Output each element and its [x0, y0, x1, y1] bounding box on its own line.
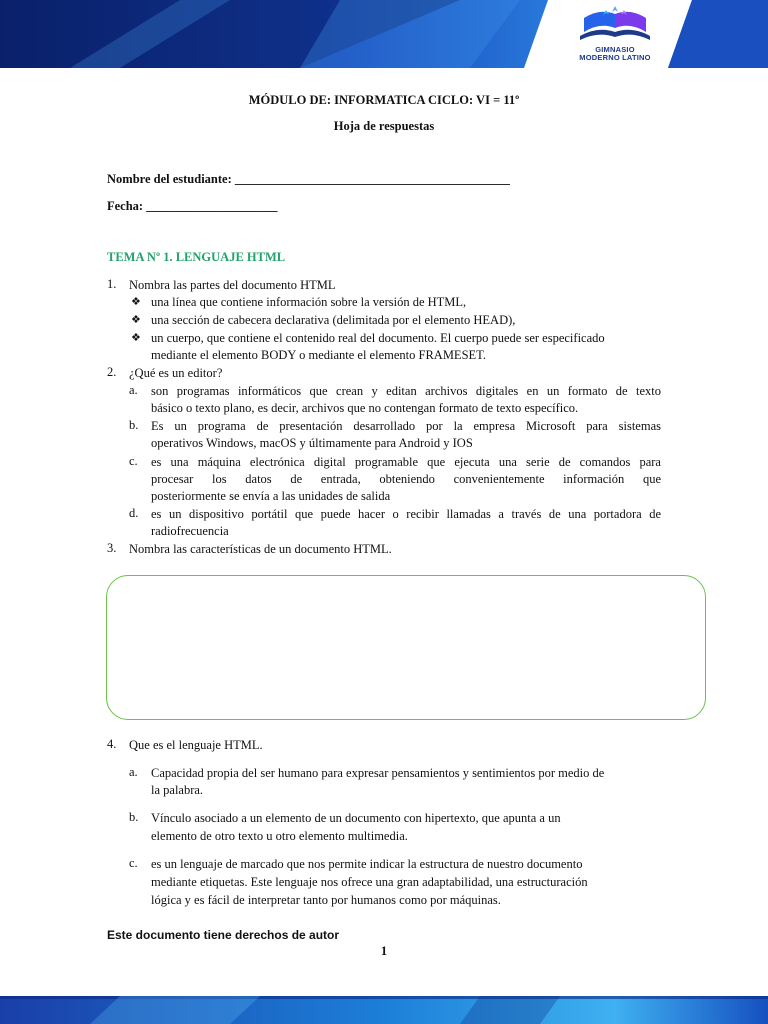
q4-option-c-line1: es un lenguaje de marcado que nos permite indicar la estructura de nuestro documento: [151, 857, 583, 871]
page-number: 1: [380, 944, 388, 958]
q2-option-c-line3: posteriormente se envía a las unidades de salida: [151, 489, 391, 503]
option-letter: b.: [129, 810, 139, 824]
page-footer-banner: [0, 996, 768, 1024]
student-name-field: Nombre del estudiante: ____________________________________________: [107, 172, 510, 186]
logo-line-1: GIMNASIO: [595, 45, 635, 54]
option-letter: c.: [129, 454, 138, 468]
q1-bullet-3: un cuerpo, que contiene el contenido real del documento. El cuerpo puede ser especificado: [151, 331, 605, 345]
option-letter: a.: [129, 383, 138, 397]
q1-bullet-2: una sección de cabecera declarativa (delimitada por el elemento HEAD),: [151, 313, 516, 327]
q2-option-c-line2: procesar los datos de entrada, obteniendo convenientemente información que: [151, 472, 661, 486]
topic-heading: TEMA Nº 1. LENGUAJE HTML: [107, 250, 286, 264]
answer-text-box[interactable]: [106, 575, 706, 720]
q4-option-a-line1: Capacidad propia del ser humano para expresar pensamientos y sentimientos por medio de: [151, 766, 605, 780]
footer-background: [0, 996, 768, 1024]
q2-option-d-line2: radiofrecuencia: [151, 524, 229, 538]
q2-option-a-line1: son programas informáticos que crean y editan archivos digitales en un formato de texto: [151, 384, 661, 398]
diamond-bullet-icon: ❖: [131, 296, 141, 308]
question-3-text: Nombra las características de un documento HTML.: [129, 542, 392, 556]
question-number: 3.: [107, 541, 117, 555]
question-1-text: Nombra las partes del documento HTML: [129, 278, 336, 292]
diamond-bullet-icon: ❖: [131, 332, 141, 344]
school-logo: [560, 2, 670, 66]
q1-bullet-1: una línea que contiene información sobre la versión de HTML,: [151, 295, 467, 309]
option-letter: a.: [129, 765, 138, 779]
logo-line-2: MODERNO LATINO: [579, 53, 651, 62]
question-2-text: ¿Qué es un editor?: [129, 366, 223, 380]
q4-option-c-line2: mediante etiquetas. Este lenguaje nos ofrece una gran adaptabilidad, una estructuración: [151, 875, 588, 889]
diamond-bullet-icon: ❖: [131, 314, 141, 326]
option-letter: c.: [129, 856, 138, 870]
q4-option-c-line3: lógica y es fácil de interpretar tanto por humanos como por máquinas.: [151, 893, 501, 907]
q2-option-d-line1: es un dispositivo portátil que puede hacer o recibir llamadas a través de una portadora de: [151, 507, 661, 521]
copyright-notice: Este documento tiene derechos de autor: [107, 928, 340, 942]
question-4-text: Que es el lenguaje HTML.: [129, 738, 263, 752]
q2-option-a-line2: básico o texto plano, es decir, archivos que no contengan formato de texto específico.: [151, 401, 579, 415]
question-number: 4.: [107, 737, 117, 751]
answer-sheet-subtitle: Hoja de respuestas: [333, 119, 435, 133]
q2-option-b-line1: Es un programa de presentación desarrollado por la empresa Microsoft para sistemas: [151, 419, 661, 433]
q1-bullet-3-cont: mediante el elemento BODY o mediante el elemento FRAMESET.: [151, 348, 486, 362]
page-header-banner: [0, 0, 768, 68]
q4-option-b-line2: elemento de otro texto u otro elemento multimedia.: [151, 829, 408, 843]
q4-option-a-line2: la palabra.: [151, 783, 204, 797]
question-number: 1.: [107, 277, 117, 291]
open-book-icon: [560, 2, 670, 46]
date-field: Fecha: _____________________: [107, 199, 278, 213]
q4-option-b-line1: Vínculo asociado a un elemento de un documento con hipertexto, que apunta a un: [151, 811, 561, 825]
module-title: MÓDULO DE: INFORMATICA CICLO: VI = 11º: [248, 93, 520, 107]
question-number: 2.: [107, 365, 117, 379]
option-letter: b.: [129, 418, 139, 432]
q2-option-c-line1: es una máquina electrónica digital programable que ejecuta una serie de comandos para: [151, 455, 661, 469]
q2-option-b-line2: operativos Windows, macOS y últimamente para Android y IOS: [151, 436, 473, 450]
option-letter: d.: [129, 506, 139, 520]
